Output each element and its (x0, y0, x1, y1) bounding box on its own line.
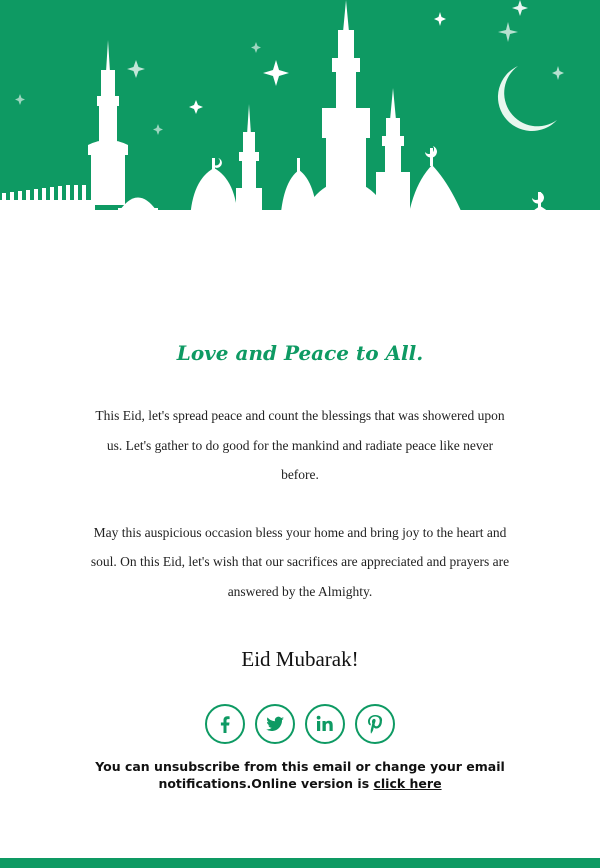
email-body (0, 335, 600, 792)
social-links (0, 704, 600, 744)
message-paragraph-1: This Eid, let's spread peace and count the blessings that was showered upon us. Let's gather to do good for the mankind and radiate peace like never before. (95, 408, 505, 482)
header-banner (0, 0, 600, 265)
bottom-bar (0, 858, 600, 868)
linkedin-icon (313, 712, 337, 736)
facebook-button[interactable] (205, 704, 245, 744)
linkedin-button[interactable] (305, 704, 345, 744)
pinterest-icon (363, 712, 387, 736)
twitter-icon (263, 712, 287, 736)
facebook-icon (213, 712, 237, 736)
unsubscribe-text: You can unsubscribe from this email or change your email notifications.Online version is (95, 759, 505, 791)
greeting: Eid Mubarak! (241, 647, 359, 671)
headline: Love and Peace to All. (176, 341, 424, 365)
footer-note (90, 758, 510, 792)
pinterest-button[interactable] (355, 704, 395, 744)
online-version-link[interactable]: click here (373, 776, 442, 791)
twitter-button[interactable] (255, 704, 295, 744)
message-paragraph-2: May this auspicious occasion bless your home and bring joy to the heart and soul. On this Eid, let's wish that our sacrifices are appreciated and prayers are answered by the Almighty. (90, 524, 510, 599)
mosque-skyline-illustration (0, 0, 600, 265)
